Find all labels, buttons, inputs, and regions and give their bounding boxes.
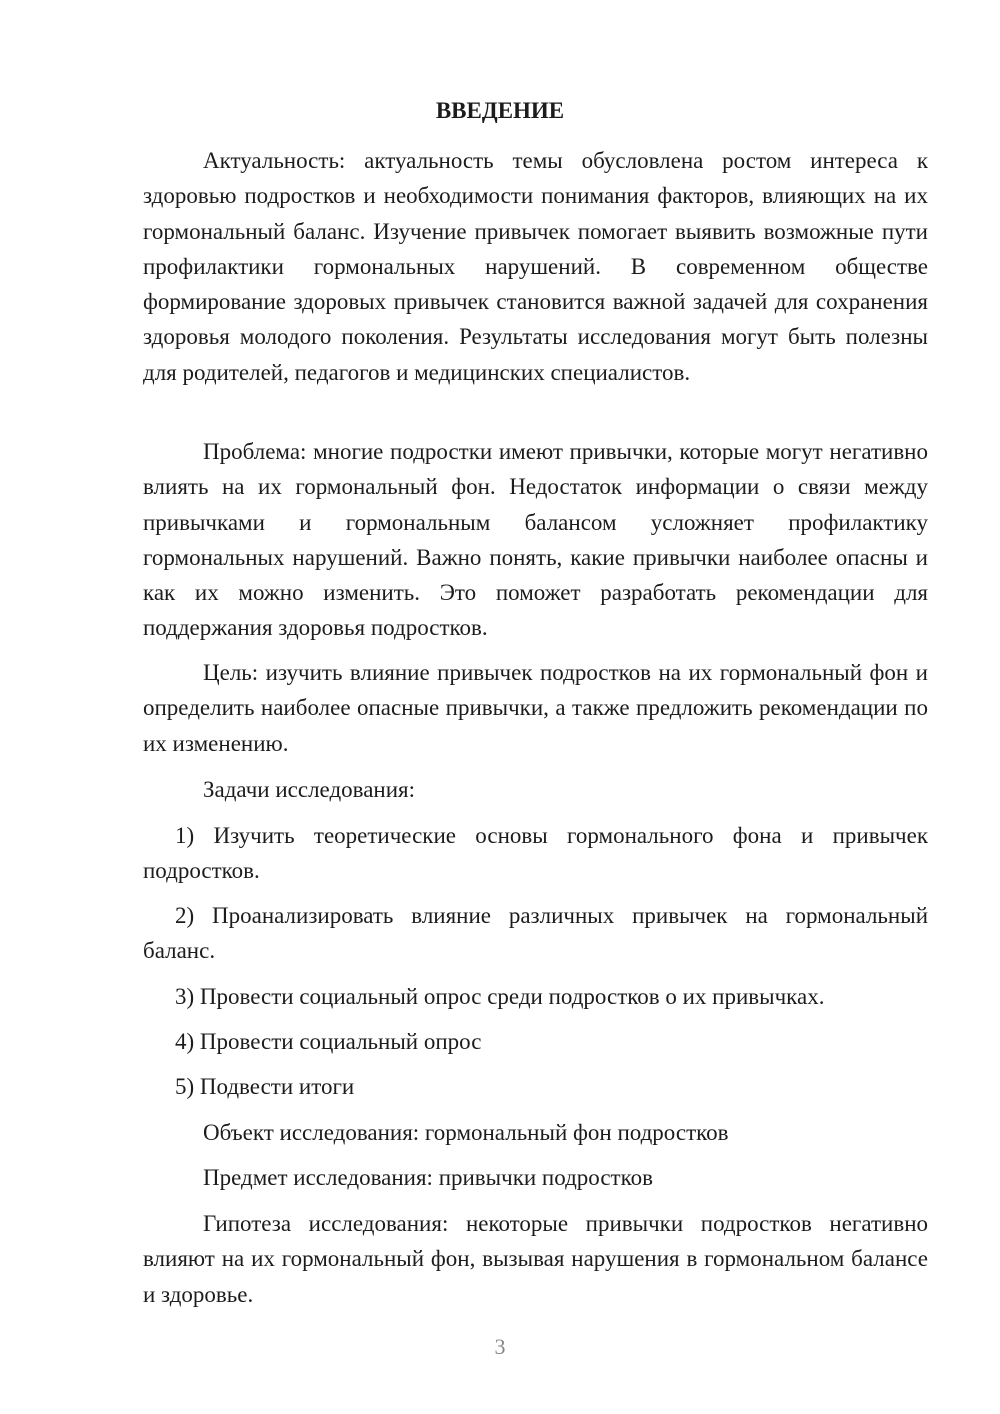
tasks-heading: Задачи исследования:: [203, 777, 416, 802]
task-item-1: 1) Изучить теоретические основы гормонального фона и привычек подростков.: [143, 823, 928, 884]
research-subject: Предмет исследования: привычки подростков: [203, 1165, 653, 1190]
task-item-2: 2) Проанализировать влияние различных привычек на гормональный баланс.: [143, 903, 928, 964]
hypothesis-paragraph: Гипотеза исследования: некоторые привычки подростков негативно влияют на их гормональный фон, вызывая нарушения в гормональном балансе и здоровье.: [143, 1211, 928, 1307]
section-title: ВВЕДЕНИЕ: [435, 98, 565, 123]
research-object: Объект исследования: гормональный фон подростков: [203, 1120, 729, 1145]
task-item-3: 3) Провести социальный опрос среди подростков о их привычках.: [175, 984, 825, 1009]
task-item-4: 4) Провести социальный опрос: [175, 1029, 482, 1054]
problem-paragraph: Проблема: многие подростки имеют привычки, которые могут негативно влиять на их гормональный фон. Недостаток информации о связи между привычками и гормональным балансом усложняет профилактику гормональных нарушений. Важно понять, какие привычки наиболее опасны и как их можно изменить. Это поможет разработать рекомендации для поддержания здоровья подростков.: [143, 439, 928, 641]
relevance-paragraph: Актуальность: актуальность темы обусловлена ростом интереса к здоровью подростков и необходимости понимания факторов, влияющих на их гормональный баланс. Изучение привычек помогает выявить возможные пути профилактики гормональных нарушений. В современном обществе формирование здоровых привычек становится важной задачей для сохранения здоровья молодого поколения. Результаты исследования могут быть полезны для родителей, педагогов и медицинских специалистов.: [143, 148, 928, 385]
goal-paragraph: Цель: изучить влияние привычек подростков на их гормональный фон и определить наиболее опасные привычки, а также предложить рекомендации по их изменению.: [143, 660, 928, 756]
page-number: 3: [494, 1334, 506, 1359]
task-item-5: 5) Подвести итоги: [175, 1074, 355, 1099]
